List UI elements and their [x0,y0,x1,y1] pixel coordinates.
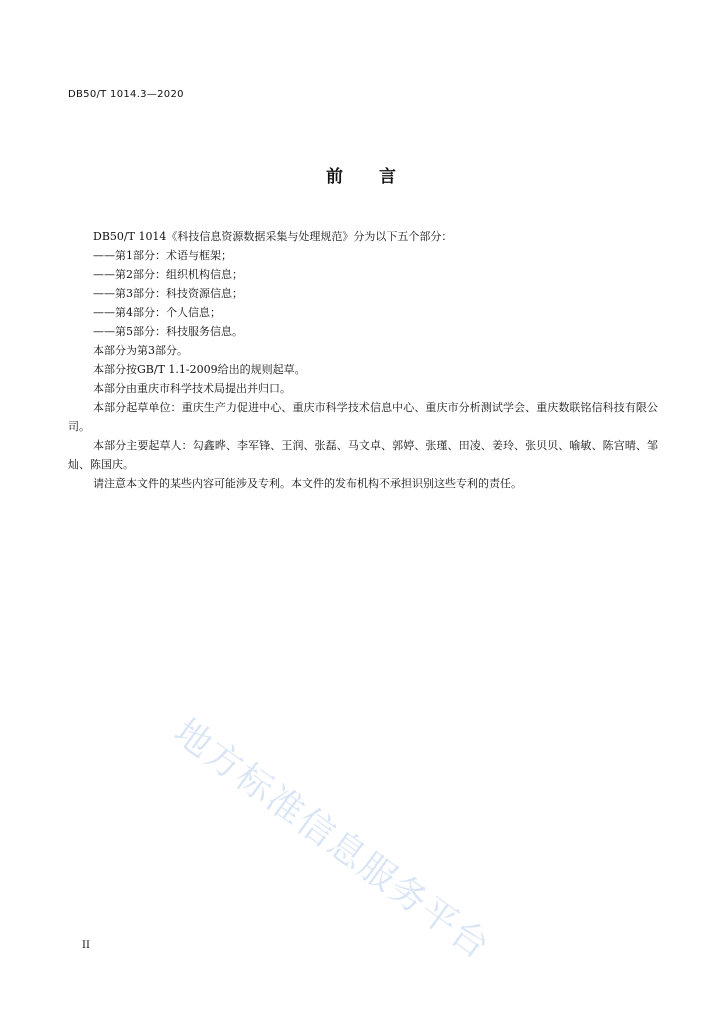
drafting-rules-paragraph: 本部分按GB/T 1.1-2009给出的规则起草。 [93,363,306,376]
drafting-units-paragraph: 本部分起草单位：重庆生产力促进中心、重庆市科学技术信息中心、重庆市分析测试学会、重庆数联铭信科技有限公司。 [68,401,658,433]
watermark-text: 地方标准信息服务平台 [166,711,498,968]
title-char-2: 言 [379,167,398,187]
part-list-item-5: ——第5部分：科技服务信息。 [93,325,243,338]
part-list-item-4: ——第4部分：个人信息； [93,306,221,319]
part-list-item-3: ——第3部分：科技资源信息； [93,287,243,300]
page-title [0,162,724,187]
part-list-item-1: ——第1部分：术语与框架； [93,249,232,262]
foreword-body [68,227,658,493]
part-list-item-2: ——第2部分：组织机构信息； [93,268,243,281]
title-char-1: 前 [326,167,345,187]
standard-code: DB50/T 1014.3—2020 [68,89,184,100]
page-number: II [82,940,90,951]
patent-notice-paragraph: 请注意本文件的某些内容可能涉及专利。本文件的发布机构不承担识别这些专利的责任。 [93,477,522,490]
drafters-paragraph: 本部分主要起草人：勾鑫晔、李军锋、王润、张磊、马文卓、郭婷、张瑾、田凌、姜玲、张贝贝、喻敏、陈宫晴、邹灿、陈国庆。 [68,439,658,471]
current-part-paragraph: 本部分为第3部分。 [93,344,188,357]
intro-paragraph: DB50/T 1014《科技信息资源数据采集与处理规范》分为以下五个部分： [93,230,453,243]
proposer-paragraph: 本部分由重庆市科学技术局提出并归口。 [93,382,291,395]
